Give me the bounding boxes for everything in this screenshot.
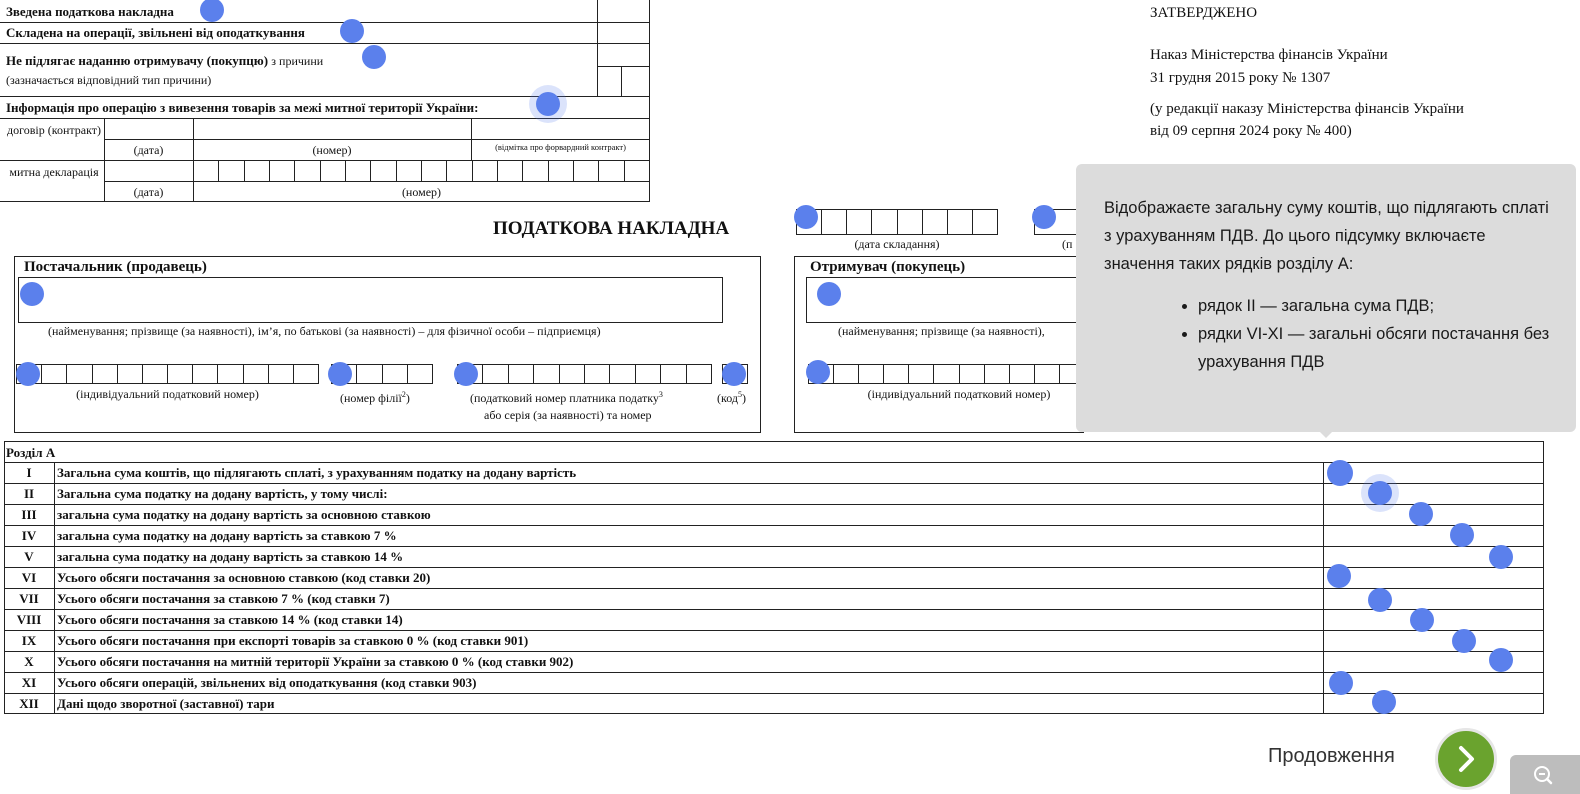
tooltip <box>1076 164 1576 432</box>
row-text: Усього обсяги постачання за ставкою 7 % (код ставки 7) <box>57 591 390 606</box>
row-number: VIII <box>16 612 42 627</box>
hotspot-buyer-ipn[interactable] <box>806 360 830 384</box>
row-number: IX <box>21 633 37 648</box>
contract-number-caption: (номер) <box>312 143 352 157</box>
document-title: ПОДАТКОВА НАКЛАДНА <box>493 218 730 239</box>
date-made-caption: (дата складання) <box>854 237 940 251</box>
row-number: V <box>24 549 34 564</box>
tooltip-list <box>1104 292 1552 376</box>
row-text: загальна сума податку на додану вартість за основною ставкою <box>57 507 431 522</box>
hotspot-date[interactable] <box>794 205 818 229</box>
row-number: II <box>23 486 35 501</box>
code-caption: (код$^5$) <box>717 390 746 405</box>
taxnum-caption-2: або серія (за наявності) та номер <box>484 408 652 422</box>
row-text: Усього обсяги постачання на митній території України за ставкою 0 % (код ставки 902) <box>57 654 574 669</box>
edition-line-2: від 09 серпня 2024 року № 400) <box>1150 123 1352 139</box>
hotspot-buyer-name[interactable] <box>817 282 841 306</box>
supplier-ipn-cells <box>16 364 319 384</box>
zoom-out-icon <box>1510 755 1580 794</box>
taxnum-cells <box>457 364 712 384</box>
hotspot-row-vii[interactable] <box>1368 588 1392 612</box>
taxnum-sup: 3 <box>658 390 663 399</box>
code-sup: 5 <box>737 390 742 399</box>
row-text: Загальна сума коштів, що підлягають сплаті, з урахуванням податку на додану вартість <box>57 465 577 480</box>
row-number: III <box>21 507 37 522</box>
row-text: Усього обсяги постачання за основною ставкою (код ставки 20) <box>57 570 431 585</box>
consolidated-label: Зведена податкова накладна <box>6 4 174 19</box>
zoom-out-button[interactable] <box>1510 755 1580 794</box>
section-a-title: Розділ А <box>6 445 56 460</box>
row-number: XII <box>19 696 39 711</box>
hotspot-exempt[interactable] <box>340 19 364 43</box>
hotspot-code[interactable] <box>722 362 746 386</box>
contract-date-caption: (дата) <box>133 143 164 157</box>
row-text: загальна сума податку на додану вартість за ставкою 7 % <box>57 528 397 543</box>
supplier-name-field <box>18 277 723 323</box>
hotspot-taxnum[interactable] <box>454 362 478 386</box>
taxnum-caption <box>470 390 663 406</box>
exempt-label: Складена на операції, звільнені від оподаткування <box>6 25 305 40</box>
hotspot-row-xi[interactable] <box>1329 671 1353 695</box>
code-caption-text: (код <box>717 391 738 405</box>
tooltip-text: Відображаєте загальну суму коштів, що підлягають сплаті з урахуванням ПДВ. До цього підсумку включаєте значення таких рядків розділу А: <box>1104 199 1549 273</box>
hotspot-supplier-ipn[interactable] <box>16 362 40 386</box>
branch-caption-text: (номер філії <box>340 391 402 405</box>
continue-label[interactable]: Продовження <box>1268 745 1395 767</box>
continue-button[interactable] <box>1435 728 1497 790</box>
row-number: VI <box>21 570 37 585</box>
hotspot-row-vi[interactable] <box>1327 564 1351 588</box>
hotspot-row-ii[interactable] <box>1368 481 1392 505</box>
hotspot-row-ix[interactable] <box>1452 629 1476 653</box>
hotspot-consolidated[interactable] <box>200 0 224 22</box>
buyer-ipn-caption: (індивідуальний податковий номер) <box>867 387 1051 401</box>
customs-label: митна декларація <box>9 165 99 179</box>
row-text: загальна сума податку на додану вартість за ставкою 14 % <box>57 549 404 564</box>
row-number: IV <box>21 528 37 543</box>
row-text: Дані щодо зворотної (заставної) тари <box>57 696 275 711</box>
hotspot-supplier-name[interactable] <box>20 282 44 306</box>
branch-sup: 2 <box>401 390 406 399</box>
approved-title: ЗАТВЕРДЖЕНО <box>1150 5 1258 21</box>
hotspot-row-iii[interactable] <box>1409 502 1433 526</box>
contract-label: договір (контракт) <box>7 123 101 137</box>
row-text: Усього обсяги постачання за ставкою 14 % (код ставки 14) <box>57 612 403 627</box>
tooltip-bullet: • рядки VI-XI — загальні обсяги постачання без урахування ПДВ <box>1198 320 1552 376</box>
hotspot-row-x[interactable] <box>1489 648 1513 672</box>
buyer-name-caption: (найменування; прізвище (за наявності), <box>838 324 1045 338</box>
supplier-ipn-caption: (індивідуальний податковий номер) <box>76 387 259 401</box>
edition-line-1: (у редакції наказу Міністерства фінансів України <box>1150 101 1464 117</box>
row-number: X <box>24 654 34 669</box>
customs-date-caption: (дата) <box>133 185 164 199</box>
hotspot-row-iv[interactable] <box>1450 523 1474 547</box>
not-given-suffix: з причини <box>271 54 324 68</box>
hotspot-not-given[interactable] <box>362 45 386 69</box>
row-number: XI <box>21 675 37 690</box>
number-caption-partial: (п <box>1062 237 1073 251</box>
tooltip-bullet: • рядок II — загальна сума ПДВ; <box>1198 292 1552 320</box>
forwarder-caption: (відмітка про форвардний контракт) <box>495 142 626 152</box>
order-line-2: 31 грудня 2015 року № 1307 <box>1150 70 1331 86</box>
row-text: Усього обсяги операцій, звільнених від оподаткування (код ставки 903) <box>57 675 477 690</box>
row-number: I <box>26 465 32 480</box>
hotspot-row-i[interactable] <box>1327 460 1353 486</box>
buyer-title: Отримувач (покупець) <box>810 259 966 275</box>
taxnum-caption-text: (податковий номер платника податку <box>470 391 659 405</box>
supplier-name-caption: (найменування; прізвище (за наявності), ім’я, по батькові (за наявності) – для фізичної особи – підприємця) <box>48 324 601 338</box>
hotspot-number[interactable] <box>1032 205 1056 229</box>
buyer-name-field <box>806 277 1084 323</box>
chevron-right-icon <box>1438 731 1494 787</box>
export-info-label: Інформація про операцію з вивезення товарів за межі митної території України: <box>6 100 479 115</box>
hotspot-export-info[interactable] <box>536 92 560 116</box>
order-line-1: Наказ Міністерства фінансів України <box>1150 47 1388 63</box>
supplier-title: Постачальник (продавець) <box>24 259 207 275</box>
row-text: Усього обсяги постачання при експорті товарів за ставкою 0 % (код ставки 901) <box>57 633 529 648</box>
tooltip-arrow <box>1318 430 1334 438</box>
date-cells <box>796 209 998 235</box>
hotspot-row-v[interactable] <box>1489 545 1513 569</box>
hotspot-row-xii[interactable] <box>1372 690 1396 714</box>
buyer-ipn-cells <box>808 364 1084 384</box>
not-given-text: Не підлягає наданню отримувачу (покупцю) <box>6 53 269 68</box>
customs-number-caption: (номер) <box>401 185 442 199</box>
row-number: VII <box>19 591 39 606</box>
hotspot-row-viii[interactable] <box>1410 608 1434 632</box>
reason-note: (зазначається відповідний тип причини) <box>6 73 212 87</box>
row-text: Загальна сума податку на додану вартість, у тому числі: <box>57 486 388 501</box>
not-given-label <box>6 53 323 69</box>
hotspot-branch[interactable] <box>328 362 352 386</box>
branch-caption: (номер філії$^2$) <box>340 390 410 405</box>
customs-number-cells <box>193 160 650 182</box>
